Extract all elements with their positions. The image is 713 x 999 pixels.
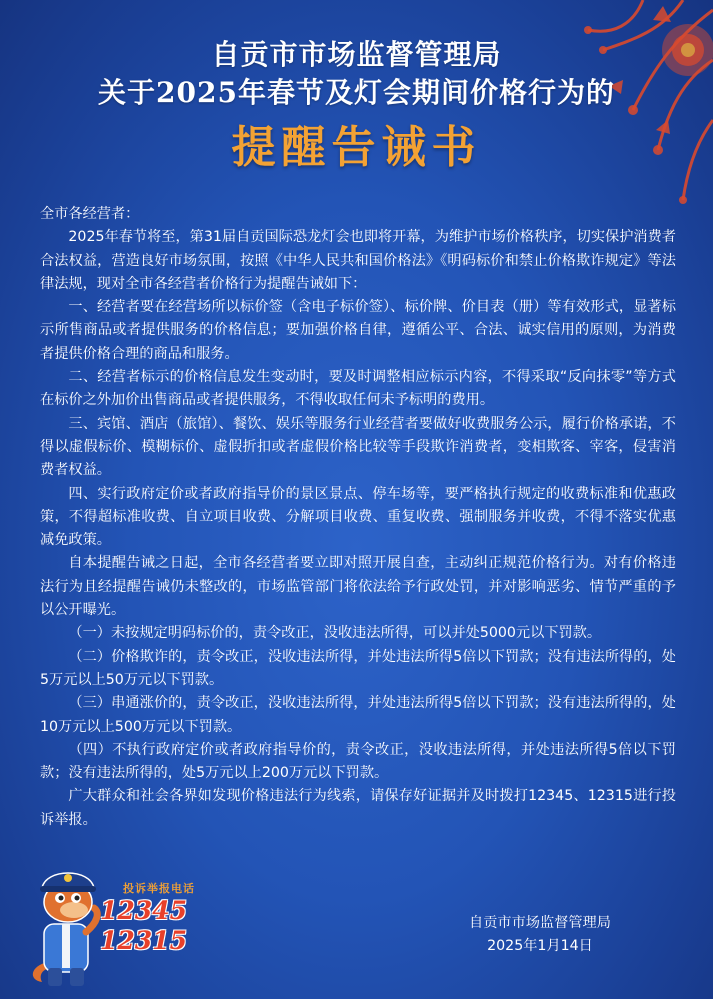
notice-body xyxy=(40,203,676,832)
signature xyxy=(440,912,640,958)
penalty-item-1: （一）未按规定明码标价的，责令改正，没收违法所得，可以并处5000元以下罚款。 xyxy=(68,625,602,642)
mascot-dinosaur-icon xyxy=(28,862,104,990)
report-paragraph: 广大群众和社会各界如发现价格违法行为线索，请保存好证据并及时拨打12345、12315进行投诉举报。 xyxy=(40,788,676,828)
enforcement-paragraph: 自本提醒告诫之日起，全市各经营者要立即对照开展自查，主动纠正规范价格行为。对有价格违法行为且经提醒告诫仍未整改的，市场监管部门将依法给予行政处罚，并对影响恶劣、情节严重的予以公开曝光。 xyxy=(40,555,676,619)
penalty-item-2: （二）价格欺诈的，责令改正，没收违法所得，并处违法所得5倍以下罚款；没有违法所得的，处5万元以上50万元以下罚款。 xyxy=(40,648,676,688)
title-line-2: 关于2025年春节及灯会期间价格行为的 xyxy=(98,76,615,109)
hotline-label: 投诉举报电话 xyxy=(123,882,195,895)
hotline-block xyxy=(100,880,210,956)
title-line-1: 自贡市市场监督管理局 xyxy=(211,38,502,71)
article-one: 一、经营者要在经营场所以标价签（含电子标价签）、标价牌、价目表（册）等有效形式，显著标示所售商品或者提供服务的价格信息；要加强价格自律，遵循公平、合法、诚实信用的原则，为消费者提供价格合理的商品和服务。 xyxy=(40,299,676,362)
main-title: 提醒告诫书 xyxy=(231,122,482,173)
salutation: 全市各经营者： xyxy=(40,206,140,222)
penalty-item-4: （四）不执行政府定价或者政府指导价的，责令改正，没收违法所得，并处违法所得5倍以下罚款；没有违法所得的，处5万元以上200万元以下罚款。 xyxy=(40,741,676,782)
intro-paragraph: 2025年春节将至，第31届自贡国际恐龙灯会也即将开幕，为维护市场价格秩序，切实保护消费者合法权益，营造良好市场氛围，按照《中华人民共和国价格法》《明码标价和禁止价格欺诈规定》等法律法规，现对全市各经营者价格行为提醒告诫如下： xyxy=(40,229,676,292)
penalty-item-3: （三）串通涨价的，责令改正，没收违法所得，并处违法所得5倍以下罚款；没有违法所得的，处10万元以上500万元以下罚款。 xyxy=(40,695,676,735)
hotline-number-12315: 12315 xyxy=(100,926,187,955)
article-four: 四、实行政府定价或者政府指导价的景区景点、停车场等，要严格执行规定的收费标准和优惠政策，不得超标准收费、自立项目收费、分解项目收费、重复收费、强制服务并收费，不得不落实优惠减免政策。 xyxy=(40,485,676,549)
signature-date: 2025年1月14日 xyxy=(487,938,593,954)
signature-org: 自贡市市场监督管理局 xyxy=(469,915,611,931)
article-two: 二、经营者标示的价格信息发生变动时，要及时调整相应标示内容，不得采取“反向抹零”等方式在标价之外加价出售商品或者提供服务，不得收取任何未予标明的费用。 xyxy=(40,369,676,409)
title-block xyxy=(0,36,713,176)
hotline-number-12345: 12345 xyxy=(100,896,187,925)
article-three: 三、宾馆、酒店（旅馆）、餐饮、娱乐等服务行业经营者要做好收费服务公示，履行价格承诺，不得以虚假标价、模糊标价、虚假折扣或者虚假价格比较等手段欺诈消费者，变相欺客、宰客，侵害消费者权益。 xyxy=(40,415,676,479)
